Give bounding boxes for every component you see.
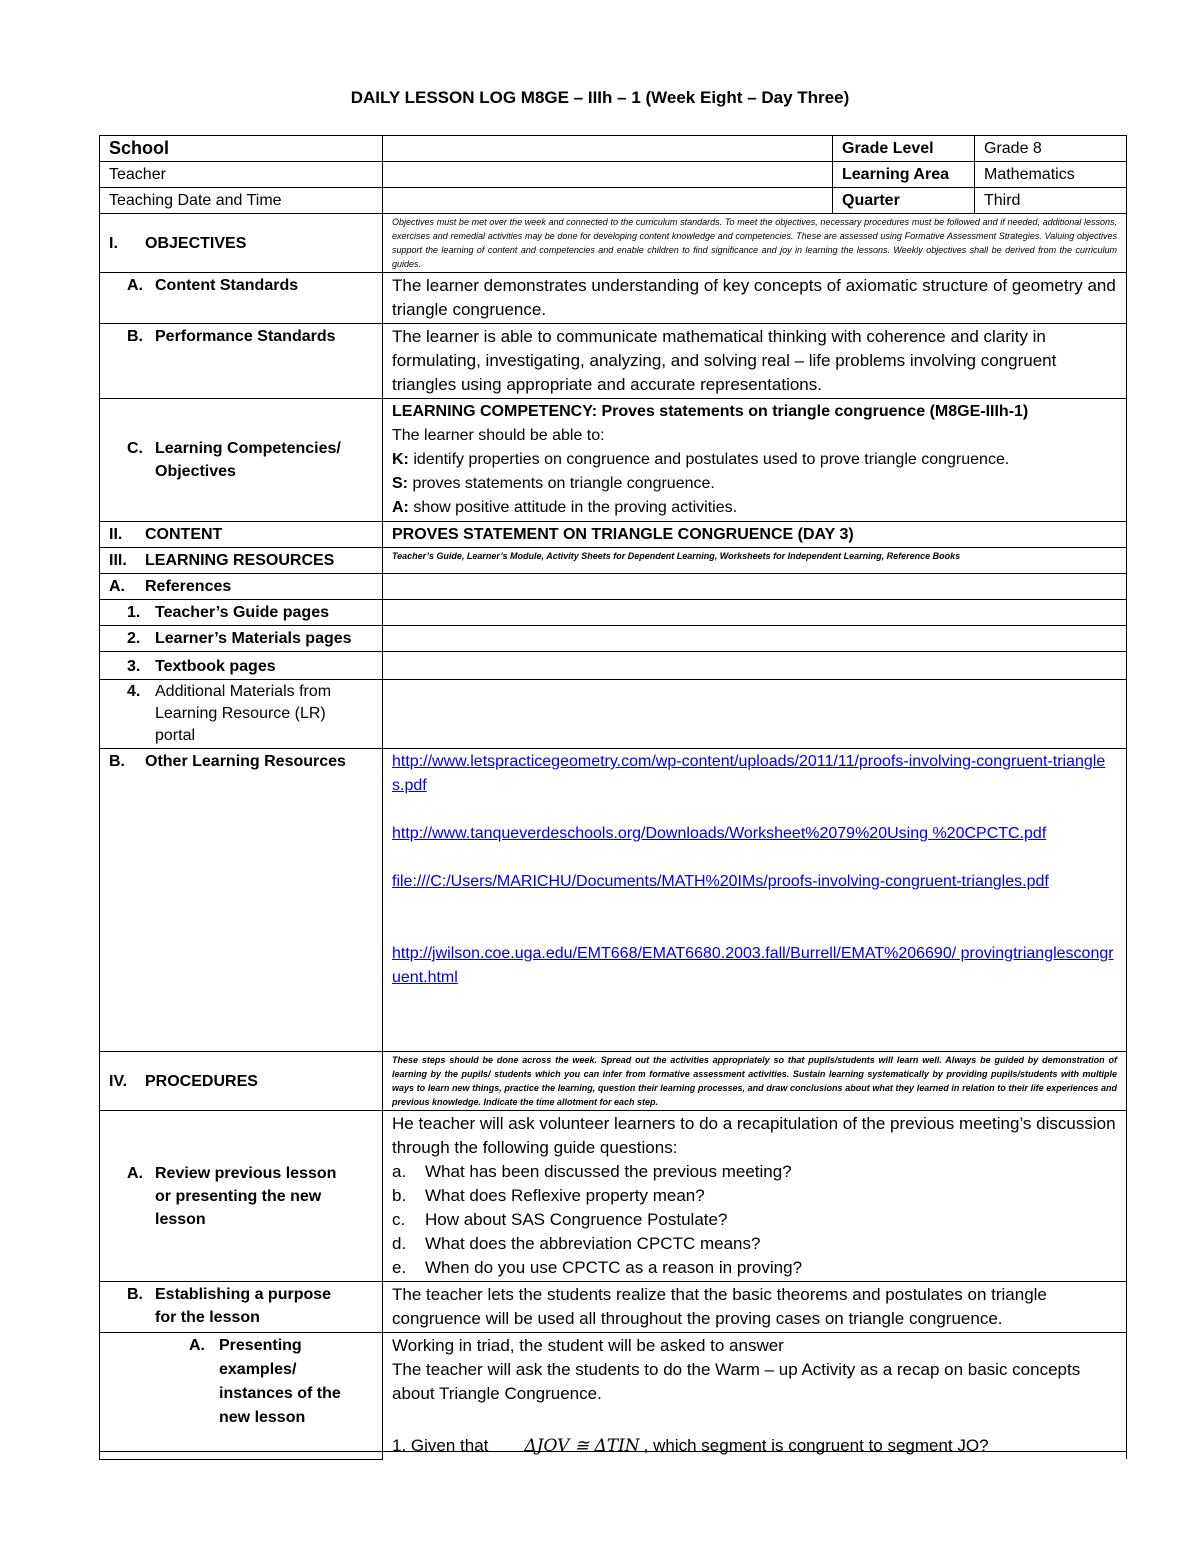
learning-resources-note: Teacher’s Guide, Learner’s Module, Activity Sheets for Dependent Learning, Worksheets for Independent Learning, Reference Books	[383, 548, 1127, 574]
review-question	[392, 1184, 1117, 1208]
learners-materials-num: 2.	[127, 630, 141, 647]
purpose-label: Establishing a purpose for the lesson	[155, 1286, 332, 1326]
presenting-line1: Working in triad, the student will be asked to answer	[392, 1336, 784, 1355]
references-row	[100, 574, 1127, 600]
purpose-text: The teacher lets the students realize that the basic theorems and postulates on triangle congruence will be used all throughout the proving cases on triangle congruence.	[383, 1282, 1127, 1333]
textbook-value[interactable]	[383, 652, 1127, 680]
presenting-line2: The teacher will ask the students to do the Warm – up Activity as a recap on basic concepts about Triangle Congruence.	[392, 1360, 1081, 1403]
purpose-heading	[100, 1282, 383, 1333]
presenting-num: A.	[189, 1337, 205, 1354]
competency-k-label: K:	[392, 451, 409, 468]
review-question	[392, 1256, 1117, 1280]
teachers-guide-heading	[100, 600, 383, 626]
quarter-label: Quarter	[833, 188, 975, 214]
content-standards-row	[100, 273, 1127, 324]
review-question-letter: b.	[392, 1186, 407, 1205]
question-1	[392, 1434, 1117, 1458]
objectives-heading	[100, 214, 383, 273]
purpose-row	[100, 1282, 1127, 1333]
lr-portal-label: Additional Materials from Learning Resource (LR) portal	[155, 683, 332, 744]
review-row	[100, 1111, 1127, 1282]
competency-s-label: S:	[392, 475, 408, 492]
school-row	[100, 136, 1127, 162]
learning-resources-row	[100, 548, 1127, 574]
quarter-value[interactable]: Third	[975, 188, 1127, 214]
grade-level-label: Grade Level	[833, 136, 975, 162]
procedures-label: PROCEDURES	[145, 1072, 258, 1090]
review-question-text: When do you use CPCTC as a reason in proving?	[425, 1258, 803, 1277]
content-standards-label: Content Standards	[155, 277, 299, 294]
learning-resources-num: III.	[109, 552, 127, 569]
teachers-guide-value[interactable]	[383, 600, 1127, 626]
content-text: PROVES STATEMENT ON TRIANGLE CONGRUENCE (DAY 3)	[383, 522, 1127, 548]
resource-link-1[interactable]: http://www.letspracticegeometry.com/wp-content/uploads/2011/11/proofs-involving-congruent-triangles.pdf	[392, 753, 1106, 794]
review-question-letter: e.	[392, 1258, 407, 1277]
content-num: II.	[109, 526, 123, 543]
teachers-guide-row	[100, 600, 1127, 626]
competencies-heading	[100, 399, 383, 522]
teachers-guide-label: Teacher’s Guide pages	[155, 604, 329, 621]
review-questions	[392, 1160, 1117, 1280]
other-resources-num: B.	[109, 753, 125, 770]
review-intro: He teacher will ask volunteer learners to do a recapitulation of the previous meeting’s discussion through the following guide questions:	[392, 1114, 1116, 1157]
learners-materials-value[interactable]	[383, 626, 1127, 652]
content-label: CONTENT	[145, 526, 223, 543]
review-cell	[383, 1111, 1127, 1282]
lr-portal-heading	[100, 680, 383, 749]
procedures-num: IV.	[109, 1072, 128, 1090]
competency-k	[392, 448, 1117, 472]
page-bottom-rule	[99, 1451, 1126, 1452]
review-question-text: What does Reflexive property mean?	[425, 1186, 705, 1205]
review-question-letter: d.	[392, 1234, 407, 1253]
learning-resources-label: LEARNING RESOURCES	[145, 552, 335, 569]
other-resources-heading	[100, 749, 383, 1052]
lr-portal-row	[100, 680, 1127, 749]
review-question	[392, 1208, 1117, 1232]
presenting-row	[100, 1333, 1127, 1460]
competency-s	[392, 472, 1117, 496]
date-row	[100, 188, 1127, 214]
review-question-text: What has been discussed the previous meeting?	[425, 1162, 792, 1181]
competency-a-label: A:	[392, 499, 409, 516]
question-1-suffix: , which segment is congruent to segment JO?	[643, 1436, 989, 1455]
performance-standards-text: The learner is able to communicate mathematical thinking with coherence and clarity in formulating, investigating, analyzing, and solving real – life problems involving congruent triangles using appropriate and accurate representations.	[383, 324, 1127, 399]
content-heading	[100, 522, 383, 548]
references-value[interactable]	[383, 574, 1127, 600]
learning-area-value[interactable]: Mathematics	[975, 162, 1127, 188]
competency-k-text: identify properties on congruence and postulates used to prove triangle congruence.	[408, 451, 1010, 468]
textbook-label: Textbook pages	[155, 658, 276, 675]
references-heading	[100, 574, 383, 600]
review-question-letter: a.	[392, 1162, 407, 1181]
review-num: A.	[127, 1164, 143, 1182]
textbook-row	[100, 652, 1127, 680]
performance-standards-num: B.	[127, 328, 143, 345]
date-value[interactable]	[383, 188, 833, 214]
competencies-label: Learning Competencies/ Objectives	[155, 440, 341, 480]
lr-portal-value[interactable]	[383, 680, 1127, 749]
competency-intro: The learner should be able to:	[392, 427, 605, 444]
teachers-guide-num: 1.	[127, 604, 141, 621]
resource-link-2[interactable]: http://www.tanqueverdeschools.org/Downloads/Worksheet%2079%20Using %20CPCTC.pdf	[392, 825, 1047, 842]
presenting-label: Presenting examples/ instances of the new lesson	[219, 1337, 341, 1426]
review-question-text: What does the abbreviation CPCTC means?	[425, 1234, 761, 1253]
objectives-note: Objectives must be met over the week and connected to the curriculum standards. To meet the objectives, necessary procedures must be followed and if needed, additional lessons, exercises and remedial activities may be done for developing content knowledge and competencies. These are assessed using Formative Assessment Strategies. Valuing objectives support the learning of content and competencies and enable children to find significance and joy in learning the lessons. Weekly objectives shall be derived from the curriculum guides.	[383, 214, 1127, 273]
other-resources-label: Other Learning Resources	[145, 753, 346, 770]
textbook-num: 3.	[127, 658, 141, 675]
competencies-num: C.	[127, 440, 143, 457]
competencies-row	[100, 399, 1127, 522]
competencies-cell	[383, 399, 1127, 522]
performance-standards-heading	[100, 324, 383, 399]
performance-standards-label: Performance Standards	[155, 328, 336, 345]
review-label: Review previous lesson or presenting the new lesson	[155, 1164, 337, 1228]
teacher-value[interactable]	[383, 162, 833, 188]
page-title: DAILY LESSON LOG M8GE – IIIh – 1 (Week Eight – Day Three)	[350, 88, 850, 107]
procedures-heading	[100, 1052, 383, 1111]
competency-a	[392, 496, 1117, 520]
resource-link-3[interactable]: file:///C:/Users/MARICHU/Documents/MATH%20IMs/proofs-involving-congruent-triangles.pdf	[392, 873, 1049, 890]
content-standards-heading	[100, 273, 383, 324]
references-num: A.	[109, 578, 125, 595]
competency-heading: LEARNING COMPETENCY: Proves statements on triangle congruence (M8GE-IIIh-1)	[392, 403, 1029, 420]
content-row	[100, 522, 1127, 548]
presenting-heading	[100, 1333, 383, 1460]
learners-materials-heading	[100, 626, 383, 652]
school-label: School	[100, 136, 383, 162]
content-standards-text: The learner demonstrates understanding of key concepts of axiomatic structure of geometry and triangle congruence.	[383, 273, 1127, 324]
objectives-row	[100, 214, 1127, 273]
lr-portal-num: 4.	[127, 683, 141, 700]
procedures-row	[100, 1052, 1127, 1111]
review-question	[392, 1232, 1117, 1256]
teacher-row	[100, 162, 1127, 188]
performance-standards-row	[100, 324, 1127, 399]
review-question-letter: c.	[392, 1210, 406, 1229]
objectives-num: I.	[109, 234, 118, 252]
learners-materials-label: Learner’s Materials pages	[155, 630, 352, 647]
question-1-prefix: 1. Given that	[392, 1436, 489, 1455]
question-1-math: ΔJOV ≅ ΔTIN	[524, 1436, 640, 1456]
grade-level-value[interactable]: Grade 8	[975, 136, 1127, 162]
learning-resources-heading	[100, 548, 383, 574]
school-value[interactable]	[383, 136, 833, 162]
review-question	[392, 1160, 1117, 1184]
review-question-text: How about SAS Congruence Postulate?	[425, 1210, 728, 1229]
other-resources-links	[383, 749, 1127, 1052]
textbook-heading	[100, 652, 383, 680]
references-label: References	[145, 578, 232, 595]
purpose-num: B.	[127, 1286, 143, 1303]
learning-area-label: Learning Area	[833, 162, 975, 188]
competency-s-text: proves statements on triangle congruence.	[408, 475, 715, 492]
presenting-cell	[383, 1333, 1127, 1460]
teacher-label: Teacher	[100, 162, 383, 188]
learners-materials-row	[100, 626, 1127, 652]
lesson-log-table	[99, 135, 1127, 1460]
competency-a-text: show positive attitude in the proving activities.	[408, 499, 738, 516]
other-resources-row	[100, 749, 1127, 1052]
procedures-note: These steps should be done across the week. Spread out the activities appropriately so that pupils/students will learn well. Always be guided by demonstration of learning by the pupils/ students which you can infer from formative assessment activities. Sustain learning systematically by providing pupils/students with multiple ways to learn new things, practice the learning, question their learning processes, and draw conclusions about what they learned in relation to their life experiences and previous knowledge. Indicate the time allotment for each step.	[383, 1052, 1127, 1111]
content-standards-num: A.	[127, 277, 143, 294]
objectives-label: OBJECTIVES	[145, 234, 247, 252]
resource-link-4[interactable]: http://jwilson.coe.uga.edu/EMT668/EMAT6680.2003.fall/Burrell/EMAT%206690/ provingtrianglescongruent.html	[392, 945, 1114, 986]
date-label: Teaching Date and Time	[100, 188, 383, 214]
review-heading	[100, 1111, 383, 1282]
